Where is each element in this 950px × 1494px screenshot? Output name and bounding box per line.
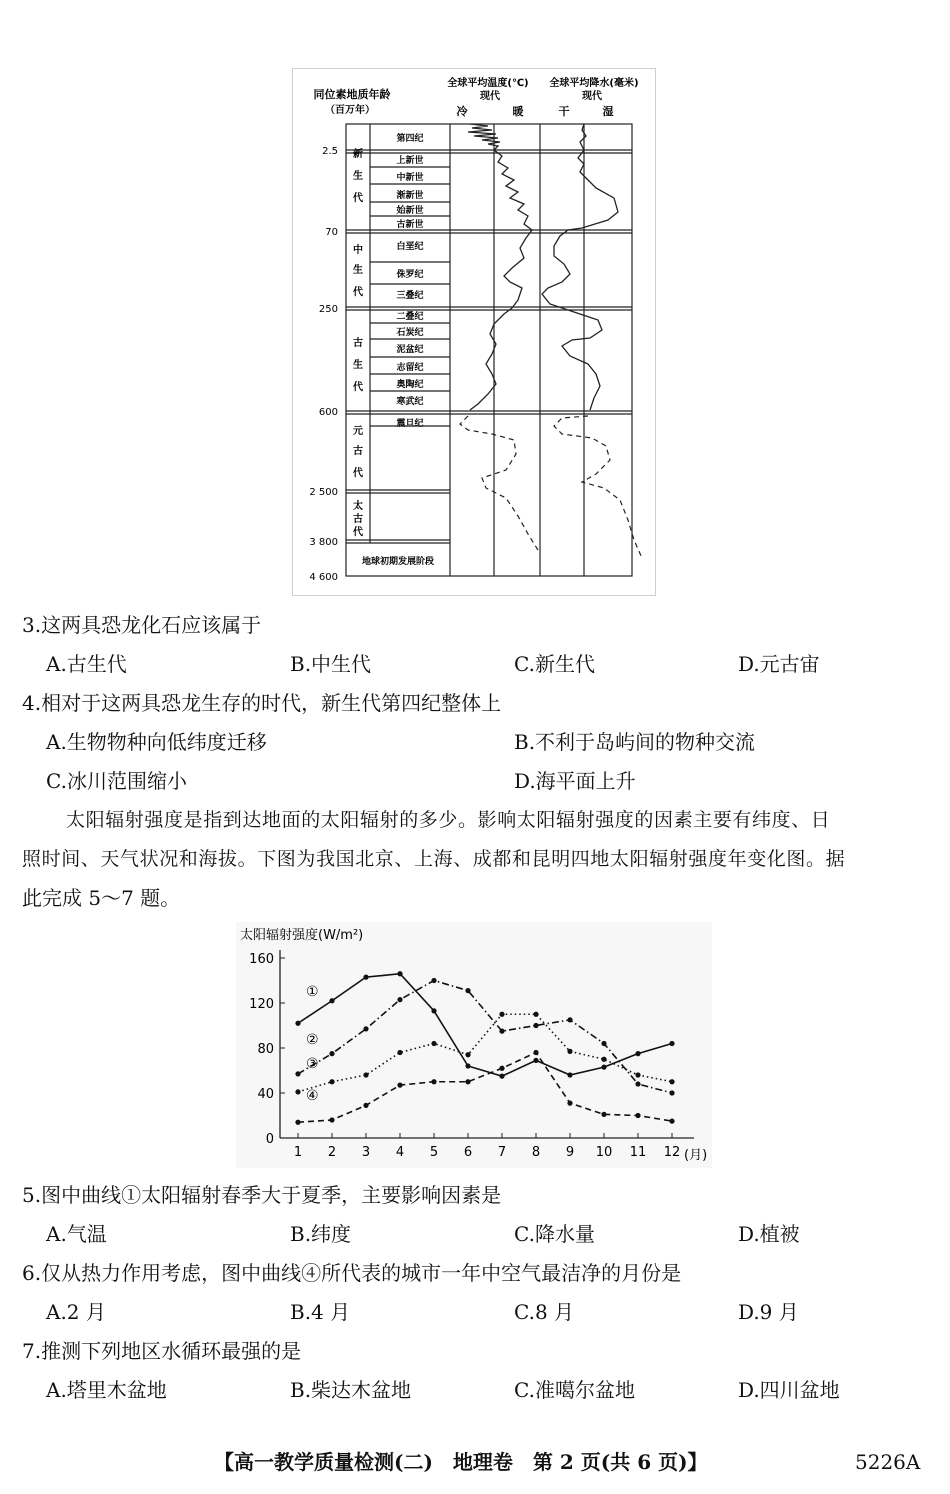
period-label: 奥陶纪 — [396, 380, 424, 390]
precip-header: 全球平均降水(毫米) — [549, 78, 639, 89]
q6-option-c[interactable]: C.8 月 — [514, 1300, 575, 1324]
period-label: 始新世 — [396, 206, 424, 216]
era-char: 代 — [353, 193, 363, 204]
era-char: 古 — [353, 514, 363, 525]
period-label: 中新世 — [396, 173, 424, 183]
data-point — [397, 997, 402, 1002]
data-point — [431, 1079, 436, 1084]
period-label: 白垩纪 — [396, 242, 424, 252]
data-point — [669, 1090, 674, 1095]
data-point — [465, 1079, 470, 1084]
data-point — [363, 1026, 368, 1031]
data-point — [533, 1012, 538, 1017]
q5-option-c[interactable]: C.降水量 — [514, 1222, 595, 1246]
data-point — [601, 1057, 606, 1062]
period-label: 地球初期发展阶段 — [361, 557, 435, 567]
data-point — [465, 1052, 470, 1057]
era-char: 生 — [353, 171, 363, 182]
q5-option-a[interactable]: A.气温 — [46, 1222, 107, 1246]
x-tick-label: 6 — [463, 1145, 473, 1160]
q5-option-b[interactable]: B.纬度 — [290, 1222, 352, 1246]
data-point — [329, 1079, 334, 1084]
era-char: 代 — [353, 382, 363, 393]
q4-option-b[interactable]: B.不利于岛屿间的物种交流 — [514, 730, 756, 754]
period-label: 泥盆纪 — [396, 345, 424, 355]
age-label: 2.5 — [322, 146, 338, 157]
era-char: 生 — [353, 265, 363, 276]
era-char: 中 — [353, 245, 363, 256]
era-char: 古 — [353, 338, 363, 349]
data-point — [533, 1023, 538, 1028]
x-tick-label: 10 — [595, 1145, 613, 1160]
temp-header: 全球平均温度(℃) — [447, 78, 529, 89]
temp-header-now: 现代 — [480, 91, 500, 102]
data-point — [499, 1012, 504, 1017]
series-label-1: ① — [306, 984, 319, 1000]
q3-option-c[interactable]: C.新生代 — [514, 652, 595, 676]
age-label: 600 — [318, 407, 338, 418]
period-label: 石炭纪 — [396, 328, 424, 338]
data-point — [295, 1089, 300, 1094]
q7-option-c[interactable]: C.准噶尔盆地 — [514, 1378, 635, 1402]
q3-stem: 3.这两具恐龙化石应该属于 — [22, 613, 262, 637]
data-point — [397, 971, 402, 976]
y-tick-label: 40 — [257, 1087, 274, 1102]
q6-option-a[interactable]: A.2 月 — [46, 1300, 106, 1324]
y-tick-label: 0 — [265, 1132, 274, 1147]
q6-option-b[interactable]: B.4 月 — [290, 1300, 351, 1324]
period-label: 寒武纪 — [396, 397, 424, 407]
temp-warm-label: 暖 — [512, 105, 524, 118]
data-point — [363, 1072, 368, 1077]
q3-option-d[interactable]: D.元古宙 — [738, 652, 820, 676]
geologic-time-figure — [292, 68, 656, 596]
data-point — [567, 1049, 572, 1054]
precip-wet-label: 湿 — [602, 105, 614, 118]
period-label: 二叠纪 — [396, 312, 424, 322]
data-point — [669, 1119, 674, 1124]
precip-dry-label: 干 — [558, 105, 570, 118]
y-tick-label: 120 — [249, 997, 274, 1012]
data-point — [363, 1103, 368, 1108]
data-point — [431, 1008, 436, 1013]
age-label: 4 600 — [309, 572, 338, 583]
data-point — [499, 1066, 504, 1071]
q7-option-d[interactable]: D.四川盆地 — [738, 1378, 840, 1402]
page-footer: 【高一教学质量检测(二) 地理卷 第 2 页(共 6 页)】 — [214, 1450, 708, 1474]
era-char: 代 — [353, 468, 363, 479]
data-point — [465, 1063, 470, 1068]
data-point — [635, 1081, 640, 1086]
y-tick-label: 80 — [257, 1042, 274, 1057]
era-char: 代 — [353, 527, 363, 538]
data-point — [533, 1050, 538, 1055]
data-point — [295, 1071, 300, 1076]
x-tick-label: 9 — [565, 1145, 575, 1160]
passage-line-2: 照时间、天气状况和海拔。下图为我国北京、上海、成都和昆明四地太阳辐射强度年变化图。据 — [22, 848, 846, 870]
x-tick-label: 7 — [497, 1145, 507, 1160]
data-point — [295, 1120, 300, 1125]
q6-stem: 6.仅从热力作用考虑，图中曲线④所代表的城市一年中空气最洁净的月份是 — [22, 1261, 682, 1285]
q3-option-a[interactable]: A.古生代 — [46, 652, 127, 676]
passage-line-3: 此完成 5～7 题。 — [22, 886, 181, 910]
era-char: 代 — [353, 287, 363, 298]
x-tick-label: 3 — [361, 1145, 371, 1160]
age-label: 250 — [318, 304, 338, 315]
period-label: 震旦纪 — [396, 419, 424, 429]
data-point — [635, 1051, 640, 1056]
period-label: 上新世 — [396, 156, 424, 166]
x-tick-label: 11 — [629, 1145, 647, 1160]
series-label-2: ② — [306, 1032, 319, 1048]
q7-stem: 7.推测下列地区水循环最强的是 — [22, 1339, 302, 1363]
period-label: 志留纪 — [396, 363, 424, 373]
q4-stem: 4.相对于这两具恐龙生存的时代，新生代第四纪整体上 — [22, 691, 502, 715]
temp-cold-label: 冷 — [456, 105, 468, 118]
chart-xlabel: (月) — [684, 1148, 708, 1163]
data-point — [329, 1051, 334, 1056]
q5-stem: 5.图中曲线①太阳辐射春季大于夏季，主要影响因素是 — [22, 1183, 502, 1207]
q5-option-d[interactable]: D.植被 — [738, 1222, 800, 1246]
era-char: 古 — [353, 446, 363, 457]
q4-option-a[interactable]: A.生物物种向低纬度迁移 — [46, 730, 267, 754]
q7-option-a[interactable]: A.塔里木盆地 — [46, 1378, 167, 1402]
series-label-3: ③ — [306, 1056, 319, 1072]
period-label: 侏罗纪 — [396, 270, 424, 280]
data-point — [601, 1065, 606, 1070]
q6-option-d[interactable]: D.9 月 — [738, 1300, 799, 1324]
data-point — [601, 1112, 606, 1117]
data-point — [635, 1113, 640, 1118]
x-tick-label: 4 — [395, 1145, 405, 1160]
data-point — [431, 978, 436, 983]
data-point — [669, 1079, 674, 1084]
data-point — [499, 1074, 504, 1079]
age-label: 3 800 — [309, 537, 338, 548]
period-label: 三叠纪 — [396, 291, 424, 301]
q4-option-d[interactable]: D.海平面上升 — [514, 769, 636, 793]
solar-radiation-svg — [236, 922, 712, 1168]
geologic-time-svg — [292, 68, 656, 596]
era-char: 元 — [353, 426, 363, 437]
data-point — [601, 1041, 606, 1046]
q7-option-b[interactable]: B.柴达木盆地 — [290, 1378, 412, 1402]
data-point — [295, 1021, 300, 1026]
passage-line-1: 太阳辐射强度是指到达地面的太阳辐射的多少。影响太阳辐射强度的因素主要有纬度、日 — [66, 809, 831, 831]
data-point — [329, 1117, 334, 1122]
solar-radiation-chart — [236, 922, 712, 1168]
data-point — [635, 1072, 640, 1077]
data-point — [397, 1050, 402, 1055]
x-tick-label: 5 — [429, 1145, 439, 1160]
series-label-4: ④ — [306, 1088, 319, 1104]
age-label: 70 — [325, 227, 338, 238]
x-tick-label: 8 — [531, 1145, 541, 1160]
chart-ylabel: 太阳辐射强度(W/m²) — [240, 928, 364, 943]
y-tick-label: 160 — [249, 952, 274, 967]
data-point — [669, 1041, 674, 1046]
data-point — [567, 1072, 572, 1077]
data-point — [397, 1083, 402, 1088]
period-label: 古新世 — [396, 220, 424, 230]
x-tick-label: 2 — [327, 1145, 337, 1160]
era-char: 生 — [353, 360, 363, 371]
age-label: 2 500 — [309, 487, 338, 498]
x-tick-label: 1 — [293, 1145, 303, 1160]
period-label: 渐新世 — [396, 191, 424, 201]
data-point — [363, 975, 368, 980]
precip-header-now: 现代 — [582, 91, 602, 102]
data-point — [499, 1029, 504, 1034]
data-point — [465, 988, 470, 993]
era-char: 新 — [353, 149, 363, 160]
x-tick-label: 12 — [663, 1145, 681, 1160]
data-point — [329, 998, 334, 1003]
q3-option-b[interactable]: B.中生代 — [290, 652, 372, 676]
age-header: 同位素地质年龄 — [313, 88, 391, 101]
data-point — [567, 1101, 572, 1106]
era-char: 太 — [353, 501, 363, 512]
data-point — [567, 1017, 572, 1022]
age-header-unit: （百万年） — [325, 105, 375, 116]
data-point — [431, 1041, 436, 1046]
data-point — [533, 1058, 538, 1063]
period-label: 第四纪 — [396, 134, 424, 144]
paper-code: 5226A — [855, 1450, 921, 1474]
q4-option-c[interactable]: C.冰川范围缩小 — [46, 769, 187, 793]
